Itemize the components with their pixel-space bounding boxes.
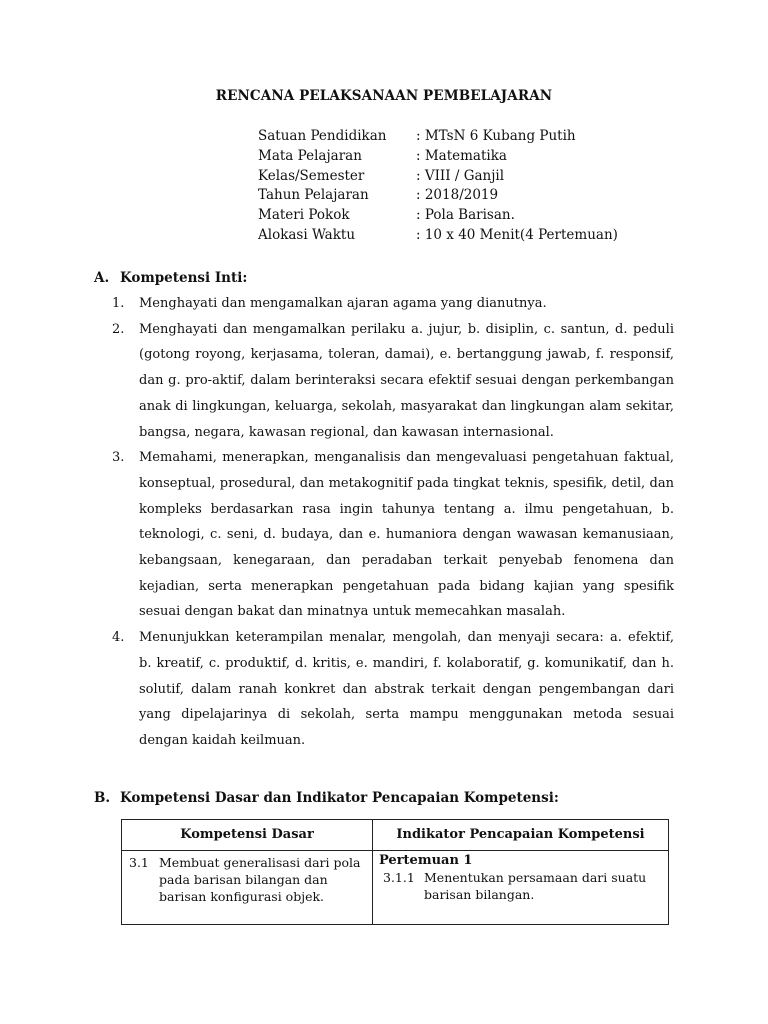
section-b-heading (94, 790, 559, 806)
ipk-code: 3.1.1 (383, 870, 415, 885)
list-item-text: Menghayati dan mengamalkan ajaran agama yang dianutnya. (139, 296, 547, 311)
identity-row (258, 186, 618, 206)
meeting-label: Pertemuan 1 (379, 853, 473, 868)
list-item (112, 291, 674, 317)
identity-row (258, 127, 618, 147)
identity-value: : 2018/2019 (416, 187, 499, 204)
section-b-title: Kompetensi Dasar dan Indikator Pencapaian Kompetensi: (120, 790, 559, 806)
identity-value: : Pola Barisan. (416, 207, 515, 224)
section-a-title: Kompetensi Inti: (120, 270, 248, 286)
identity-label: Mata Pelajaran (258, 147, 362, 164)
kompetensi-inti-list (112, 291, 674, 754)
column-header-kd: Kompetensi Dasar (180, 827, 314, 842)
identity-label: Kelas/Semester (258, 167, 365, 184)
list-item (112, 625, 674, 754)
list-item-number: 2. (112, 321, 125, 337)
identity-row (258, 147, 618, 167)
kd-cell (129, 854, 367, 905)
identity-label: Satuan Pendidikan (258, 128, 387, 144)
list-item-number: 1. (112, 296, 125, 311)
identity-row (258, 167, 618, 187)
column-header-ipk: Indikator Pencapaian Kompetensi (396, 827, 645, 842)
identity-label: Materi Pokok (258, 207, 350, 224)
kd-code: 3.1 (129, 855, 149, 870)
kd-ipk-table (121, 819, 669, 925)
section-a-heading (94, 270, 247, 286)
identity-table (258, 127, 618, 246)
identity-label: Tahun Pelajaran (258, 187, 369, 204)
document-title: RENCANA PELAKSANAAN PEMBELAJARAN (215, 88, 553, 104)
list-item-text: Menunjukkan keterampilan menalar, mengolah, dan menyaji secara: a. efektif, b. kreatif, c. produktif, d. kritis, e. mandiri, f. kolaboratif, g. komunikatif, dan h. solutif, dalam ranah konkret dan abstrak terkait dengan pengembangan dari yang dipelajarinya di sekolah, serta mampu menggunakan metoda sesuai dengan kaidah keilmuan. (139, 630, 674, 748)
identity-value: : VIII / Ganjil (416, 167, 505, 184)
list-item (112, 317, 674, 446)
ipk-row (379, 869, 664, 903)
section-a-letter: A. (94, 270, 110, 286)
list-item-text: Memahami, menerapkan, menganalisis dan mengevaluasi pengetahuan faktual, konseptual, prosedural, dan metakognitif pada tingkat teknis, spesifik, detil, dan kompleks berdasarkan rasa ingin tahunya tentang a. ilmu pengetahuan, b. teknologi, c. seni, d. budaya, dan e. humaniora dengan wawasan kemanusiaan, kebangsaan, kenegaraan, dan peradaban terkait penyebab fenomena dan kejadian, serta menerapkan pengetahuan pada bidang kajian yang spesifik sesuai dengan bakat dan minatnya untuk memecahkan masalah. (139, 450, 674, 620)
list-item-text: Menghayati dan mengamalkan perilaku a. jujur, b. disiplin, c. santun, d. peduli (gotong royong, kerjasama, toleran, damai), e. bertanggung jawab, f. responsif, dan g. pro-aktif, dalam berinteraksi secara efektif sesuai dengan perkembangan anak di lingkungan, keluarga, sekolah, masyarakat dan lingkungan alam sekitar, bangsa, negara, kawasan regional, dan kawasan internasional. (139, 321, 674, 440)
section-b-letter: B. (94, 790, 111, 806)
identity-label: Alokasi Waktu (258, 226, 356, 243)
identity-value: : Matematika (416, 147, 507, 164)
identity-value: : MTsN 6 Kubang Putih (416, 128, 576, 144)
identity-row (258, 206, 618, 226)
ipk-text: Menentukan persamaan dari suatu barisan bilangan. (424, 870, 647, 902)
identity-row (258, 226, 618, 246)
identity-value: : 10 x 40 Menit(4 Pertemuan) (416, 226, 618, 243)
list-item (112, 445, 674, 625)
ipk-cell (379, 852, 664, 903)
list-item-number: 4. (112, 630, 125, 646)
list-item-number: 3. (112, 450, 125, 466)
kd-text: Membuat generalisasi dari pola pada barisan bilangan dan barisan konfigurasi objek. (159, 855, 361, 904)
